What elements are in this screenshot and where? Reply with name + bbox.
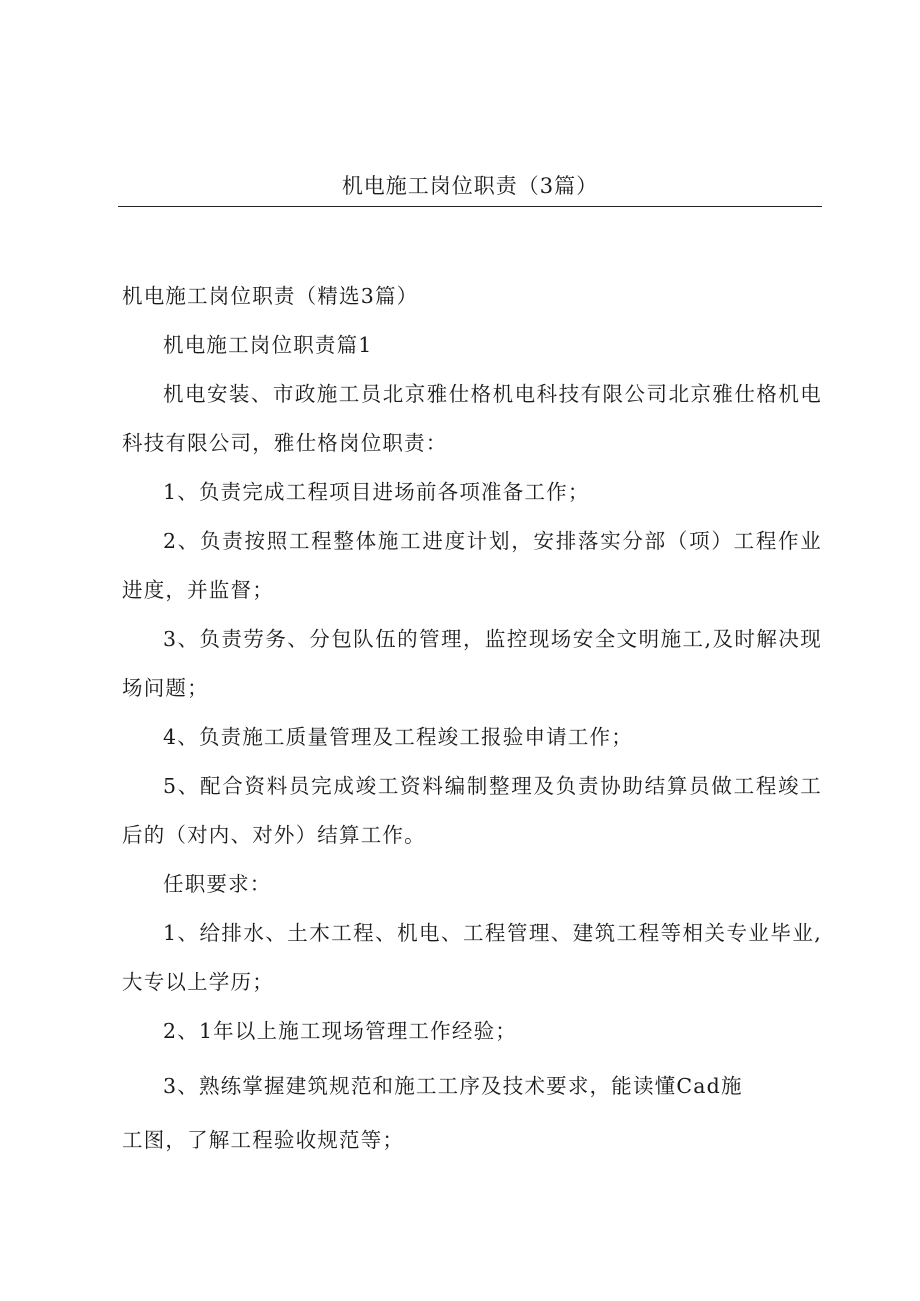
requirement-item: 3、熟练掌握建筑规范和施工工序及技术要求，能读懂Cad施 xyxy=(163,1074,743,1098)
duty-item: 4、负责施工质量管理及工程竣工报验申请工作； xyxy=(163,725,633,749)
requirement-item-continued: 工图，了解工程验收规范等； xyxy=(122,1128,405,1152)
paragraph: 机电安装、市政施工员北京雅仕格机电科技有限公司北京雅仕格机电科技有限公司，雅仕格岗位职责： xyxy=(122,382,822,455)
requirements-heading: 任职要求： xyxy=(163,872,272,896)
document-header xyxy=(118,172,822,207)
duty-item: 3、负责劳务、分包队伍的管理，监控现场安全文明施工,及时解决现场问题； xyxy=(122,627,822,700)
document-body xyxy=(122,272,822,1165)
duty-item: 1、负责完成工程项目进场前各项准备工作； xyxy=(163,480,590,504)
duty-item: 2、负责按照工程整体施工进度计划，安排落实分部（项）工程作业进度，并监督； xyxy=(122,529,822,602)
document-title: 机电施工岗位职责（3篇） xyxy=(341,174,599,198)
section-heading: 机电施工岗位职责篇1 xyxy=(163,333,373,357)
requirement-item: 2、1年以上施工现场管理工作经验； xyxy=(163,1019,517,1043)
requirement-item: 1、给排水、土木工程、机电、工程管理、建筑工程等相关专业毕业,大专以上学历； xyxy=(122,921,822,994)
duty-item: 5、配合资料员完成竣工资料编制整理及负责协助结算员做工程竣工后的（对内、对外）结算工作。 xyxy=(122,774,822,847)
doc-subtitle: 机电施工岗位职责（精选3篇） xyxy=(122,284,419,308)
